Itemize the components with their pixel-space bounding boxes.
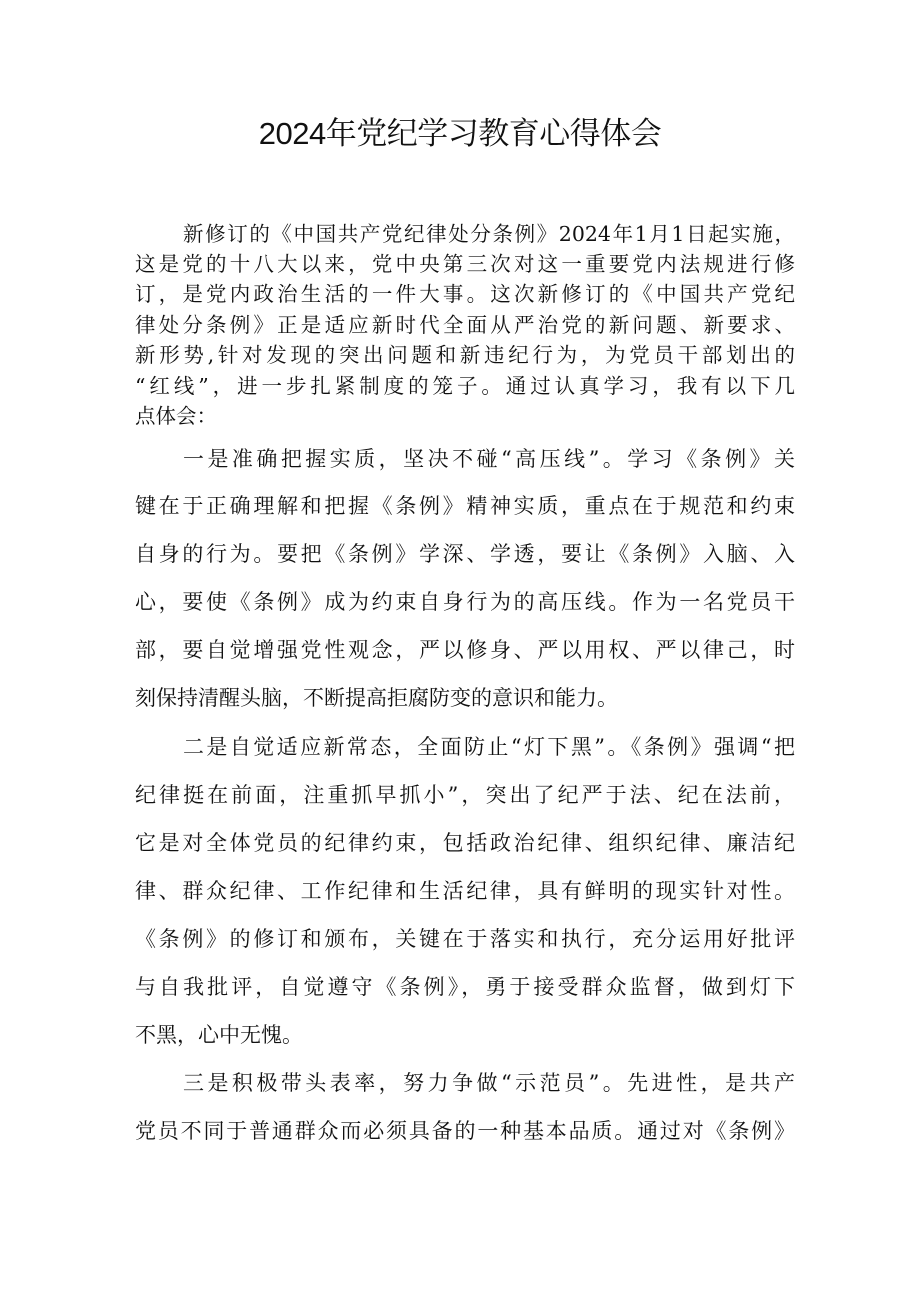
text-line: 键在于正确理解和把握《条例》精神实质，重点在于规范和约束 bbox=[135, 494, 795, 518]
text-line: 新形势,针对发现的突出问题和新违纪行为，为党员干部划出的 bbox=[135, 343, 795, 367]
text-line: 律、群众纪律、工作纪律和生活纪律，具有鲜明的现实针对性。 bbox=[135, 879, 795, 903]
text-line: 它是对全体党员的纪律约束，包括政治纪律、组织纪律、廉洁纪 bbox=[135, 831, 795, 855]
text-line: 纪律挺在前面，注重抓早抓小”，突出了纪严于法、纪在法前， bbox=[135, 783, 795, 807]
text-line: 自身的行为。要把《条例》学深、学透，要让《条例》入脑、入 bbox=[135, 542, 795, 566]
text-line: 与自我批评，自觉遵守《条例》，勇于接受群众监督，做到灯下 bbox=[135, 975, 795, 999]
text-line: 《条例》的修订和颁布，关键在于落实和执行，充分运用好批评 bbox=[135, 927, 795, 951]
text-line: 心，要使《条例》成为约束自身行为的高压线。作为一名党员干 bbox=[135, 590, 795, 614]
text-line: 二是自觉适应新常态，全面防止“灯下黑”。《条例》强调“把 bbox=[183, 735, 795, 759]
text-line: 这是党的十八大以来，党中央第三次对这一重要党内法规进行修 bbox=[135, 252, 795, 276]
text-line: 点体会： bbox=[135, 404, 217, 428]
text-line: 律处分条例》正是适应新时代全面从严治党的新问题、新要求、 bbox=[135, 313, 795, 337]
text-line: 部，要自觉增强党性观念，严以修身、严以用权、严以律己，时 bbox=[135, 638, 795, 662]
text-line: 三是积极带头表率，努力争做“示范员”。先进性，是共产 bbox=[183, 1071, 795, 1095]
text-line: 新修订的《中国共产党纪律处分条例》2024年1月1日起实施， bbox=[183, 222, 795, 246]
text-line: “红线”，进一步扎紧制度的笼子。通过认真学习，我有以下几 bbox=[135, 374, 795, 398]
text-line: 党员不同于普通群众而必须具备的一种基本品质。通过对《条例》 bbox=[135, 1119, 795, 1143]
document-title: 2024年党纪学习教育心得体会 bbox=[258, 116, 662, 151]
text-line: 一是准确把握实质，坚决不碰“高压线”。学习《条例》关 bbox=[183, 447, 795, 471]
text-line: 刻保持清醒头脑，不断提高拒腐防变的意识和能力。 bbox=[135, 686, 618, 710]
text-line: 不黑，心中无愧。 bbox=[135, 1023, 303, 1047]
text-line: 订，是党内政治生活的一件大事。这次新修订的《中国共产党纪 bbox=[135, 282, 795, 306]
